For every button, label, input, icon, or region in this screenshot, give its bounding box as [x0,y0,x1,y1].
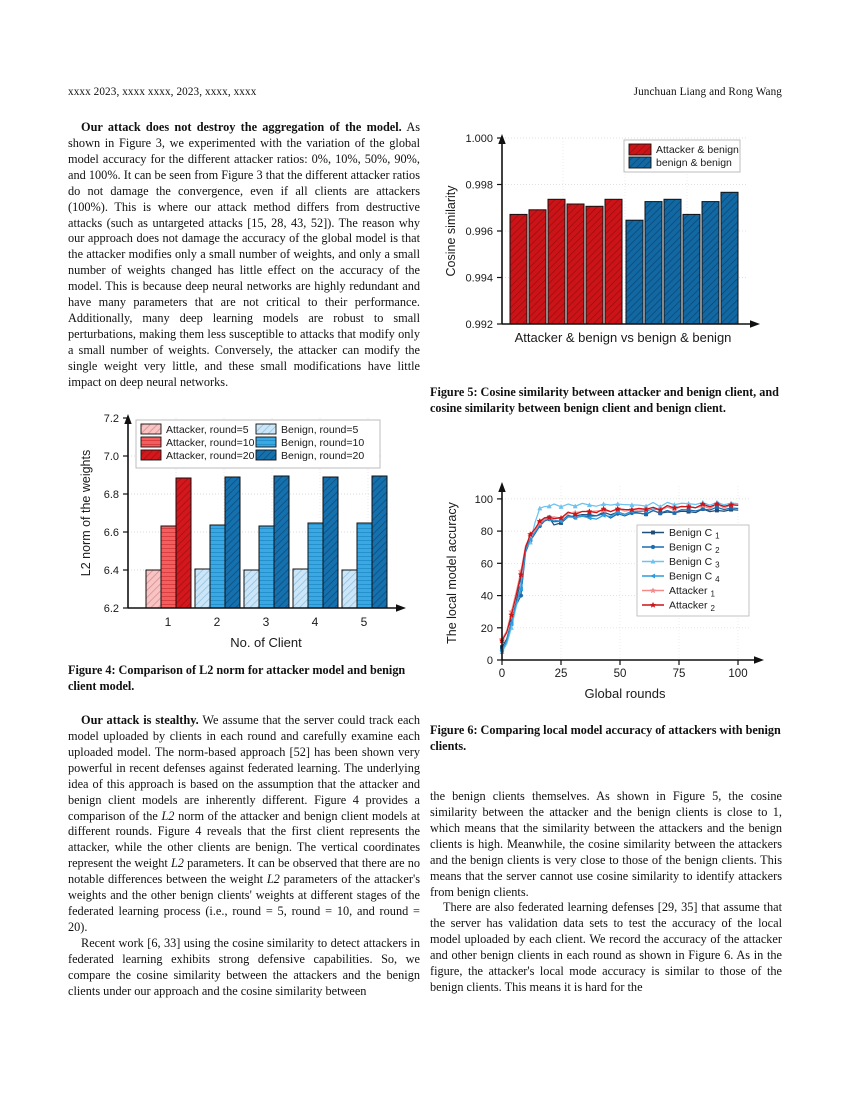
paragraph-attack-aggregation [68,120,420,391]
paragraph-attack-stealthy [68,713,420,936]
right-column-lower-text [430,789,782,996]
left-column-paragraph-1 [68,120,420,391]
figure-4-xtick-2: 3 [262,615,270,629]
figure-6-ylabel: The local model accuracy [445,502,459,644]
figure-5-bars [510,192,738,324]
figure-4-legend-label-0: Attacker, round=5 [166,424,249,436]
figure-5 [430,126,782,366]
figure-5-caption-block [430,385,782,417]
figure-4-ytick-0: 6.2 [103,603,119,615]
figure-4-legend-label-1: Attacker, round=10 [166,437,255,449]
paragraph-benign-clients-themselves: the benign clients themselves. As shown in Figure 5, the cosine similarity between the attacker and the benign clients is close to 1, which means that the similarity between the attackers and the benign clients is high. Meanwhile, the cosine similarity between the attackers and the benign clients is very close to those of the benign clients. This means that the server cannot use cosine similarity to identify attackers from benign clients. [430,789,782,899]
paragraph-attack-aggregation-body: As shown in Figure 3, we experimented with the variation of the global model accuracy for the different attacker ratios: 0%, 10%, 50%, 90%, and 100%. It can be seen from Figure 3 that the different attacker ratios do not damage the convergence, even if all clients are attackers (100%). This is where our attack method differs from destructive attacks (such as untargeted attacks [15, 28, 43, 52]). The reason why our approach does not damage the accuracy of the global model is that the attacker modifies only a small number of weights, and only a small number of weights changed has little effect on the accuracy of the model. This is because deep neural networks are highly redundant and have many parameters that are not critical to their performance. Additionally, many deep learning models are robust to small perturbations, making them less susceptible to attacks that modify only a small number of weights. Conversely, the attacker can modify the single weight very little, and these small modifications have little impact on deep neural networks. [68,120,420,389]
paragraph-stealthy-d: parameters of the attacker's weights and the other benign clients' weights at different stages of the federated learning process (i.e., round = 5, round = 10, and round = 20). [68,872,420,934]
figure-4-ytick-labels [104,413,119,615]
figure-6-ytick-3: 60 [480,558,493,571]
figure-5-ytick-0: 0.992 [465,319,493,331]
inline-italic-l2-1: L2 [161,808,175,823]
figure-4-xtick-4: 5 [360,615,368,629]
paragraph-stealthy-c: parameters. It can be observed that there are no notable differences between the weight [68,856,420,887]
figure-6-chart [430,472,782,707]
figure-6-ytick-4: 80 [480,526,493,539]
figure-4-xtick-1: 2 [213,615,221,629]
figure-6-xtick-0: 0 [498,668,506,680]
figure-4-ylabel: L2 norm of the weights [79,449,93,577]
figure-6-ytick-1: 20 [480,622,493,635]
figure-6-caption-block [430,723,782,755]
left-column-lower-text [68,713,420,1000]
figure-6-xtick-labels [499,668,748,680]
figure-5-caption: Figure 5: Cosine similarity between attacker and benign client, and cosine similarity between benign client and benign client. [430,385,779,415]
figure-5-ytick-1: 0.994 [465,272,493,285]
running-head-left: xxxx 2023, xxxx xxxx, 2023, xxxx, xxxx [68,86,257,98]
figure-6-ytick-2: 40 [480,590,493,603]
figure-5-chart [430,126,782,361]
figure-6-caption: Figure 6: Comparing local model accuracy of attackers with benign clients. [430,723,781,753]
paragraph-fl-defenses: There are also federated learning defenses [29, 35] that assume that the server has validation data sets to test the accuracy of the local model uploaded by each client. We record the accuracy of the attacker and other benign clients in each round as shown in Figure 6. As in the figure, the attacker's local mode accuracy is similar to those of the benign clients. This means it is hard for the [430,900,782,995]
figure-4-xtick-0: 1 [164,615,172,629]
figure-4-caption: Figure 4: Comparison of L2 norm for attacker model and benign client model. [68,663,406,693]
figure-6-legend-label-3: Benign C $_4$ [669,570,720,584]
figure-5-ytick-2: 0.996 [465,226,493,238]
figure-4-legend-label-4: Benign, round=10 [281,437,365,449]
figure-5-legend-label-0: Attacker & benign [656,144,739,156]
figure-4-legend-label-3: Benign, round=5 [281,424,359,436]
figure-4-xtick-labels [165,615,368,629]
running-head-right: Junchuan Liang and Rong Wang [633,86,782,98]
figure-4-ytick-3: 6.8 [103,489,119,501]
figure-4 [68,400,420,660]
figure-4-ytick-5: 7.2 [103,413,119,425]
lead-in-attack-stealthy: Our attack is stealthy. [81,713,199,727]
figure-4-xlabel: No. of Client [230,635,302,650]
figure-6-legend-label-5: Attacker $_2$ [669,599,715,613]
figure-4-legend [136,420,380,468]
figure-5-xlabel: Attacker & benign vs benign & benign [514,330,732,345]
figure-4-legend-label-2: Attacker, round=20 [166,450,255,462]
figure-4-legend-label-5: Benign, round=20 [281,450,365,462]
figure-6-xtick-2: 50 [613,668,627,680]
figure-6-legend-label-2: Benign C $_3$ [669,556,720,570]
inline-italic-l2-3: L2 [266,872,280,887]
figure-4-chart [68,400,420,655]
figure-6-ytick-0: 0 [486,655,493,667]
figure-6-legend-label-4: Attacker $_1$ [669,585,715,599]
inline-italic-l2-2: L2 [170,856,184,871]
figure-6-ytick-labels [475,494,493,667]
figure-5-legend [624,140,740,172]
lead-in-attack-aggregation: Our attack does not destroy the aggregation of the model. [81,120,402,134]
figure-6 [430,472,782,712]
figure-5-legend-label-1: benign & benign [656,157,732,169]
figure-6-legend [637,525,749,616]
figure-4-ytick-4: 7.0 [103,451,119,463]
figure-6-xlabel: Global rounds [584,686,666,701]
figure-4-caption-block [68,663,420,695]
running-head [68,86,782,98]
paragraph-cosine-similarity: Recent work [6, 33] using the cosine similarity to detect attackers in federated learning exhibits strong defensive capabilities. So, we compare the cosine similarity between the attackers and the benign clients under our approach and the cosine similarity between [68,935,420,998]
figure-5-ytick-4: 1.000 [465,133,493,145]
figure-6-legend-label-0: Benign C $_1$ [669,527,720,541]
paragraph-stealthy-b: norm of the attacker and benign client models at different rounds. Figure 4 reveals that the first client represents the attacker, while the other clients are benign. The vertical coordinates represent the weight [68,808,420,871]
figure-4-ytick-1: 6.4 [103,565,119,577]
figure-5-ytick-labels [465,133,493,331]
figure-5-ytick-3: 0.998 [465,179,493,192]
figure-6-legend-label-1: Benign C $_2$ [669,541,720,555]
figure-4-ytick-2: 6.6 [103,527,119,539]
figure-6-xtick-1: 25 [554,668,568,680]
figure-6-xtick-3: 75 [672,668,686,680]
paragraph-stealthy-a: We assume that the server could track each model uploaded by clients in each round and carefully examine each uploaded model. The norm-based approach [52] has been shown very powerful in recent defenses against federated learning. The underlying idea of this approach is based on the assumption that the attacker and benign client models are inherently different. Figure 4 provides a comparison of the [68,713,421,823]
figure-5-ylabel: Cosine similarity [444,185,458,277]
figure-4-bars [146,476,387,608]
figure-6-xtick-4: 100 [728,668,748,680]
figure-4-xtick-3: 4 [311,615,319,629]
figure-6-ytick-5: 100 [474,493,493,506]
